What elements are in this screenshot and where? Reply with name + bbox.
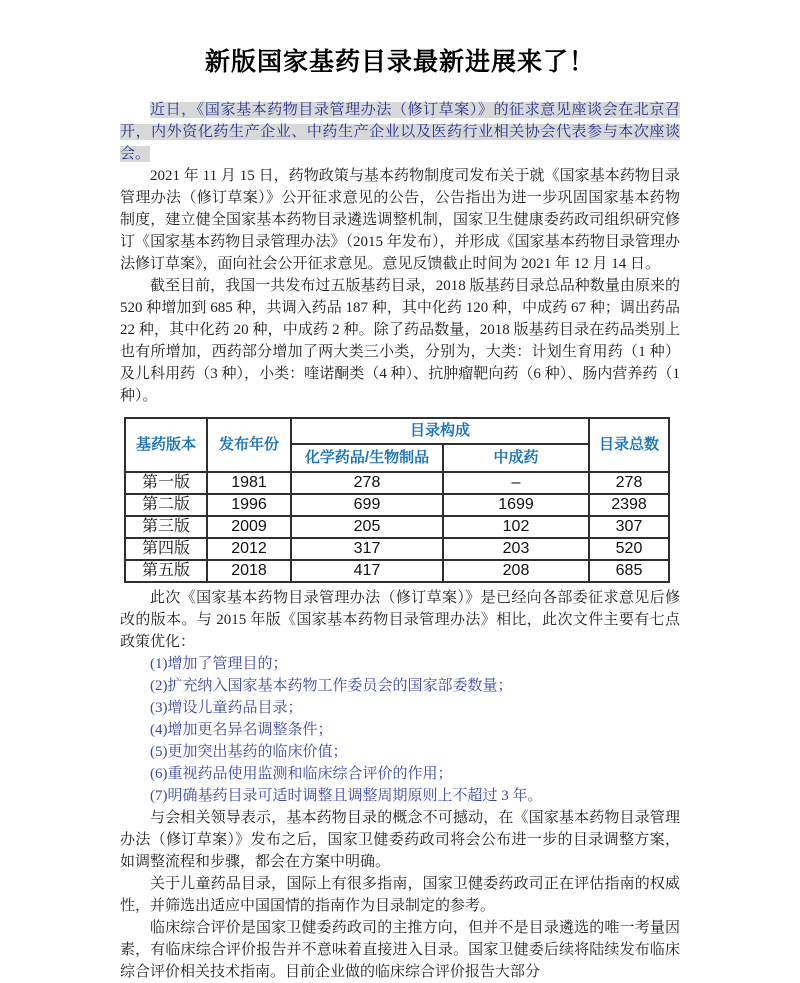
table-cell: 2012 [207,538,291,560]
policy-item-6: (6)重视药品使用监测和临床综合评价的作用； [150,766,453,782]
table-cell: 第二版 [125,494,207,516]
table-cell: 1699 [443,494,589,516]
table-header-composition: 目录构成 [291,418,589,444]
drug-catalog-table [124,417,670,583]
table-cell: 208 [443,560,589,582]
table-cell: 第一版 [125,472,207,494]
table-header-total: 目录总数 [589,418,669,472]
policy-item-4: (4)增加更名异名调整条件； [150,722,333,738]
table-header-chemical: 化学药品/生物制品 [291,444,443,472]
table-row [125,538,669,560]
policy-item-1: (1)增加了管理目的； [150,656,288,672]
lede-highlight-paragraph [120,99,680,165]
table-cell: 203 [443,538,589,560]
body-paragraph-revision-intro: 此次《国家基本药物目录管理办法（修订草案）》是已经向各部委征求意见后修改的版本。与 2015 年版《国家基本药物目录管理办法》相比，此次文件主要有七点政策优化： [120,590,680,650]
table-cell: 307 [589,516,669,538]
body-paragraph-children-catalog: 关于儿童药品目录，国际上有很多指南，国家卫健委药政司正在评估指南的权威性，并筛选出适应中国国情的指南作为目录制定的参考。 [120,876,680,914]
table-cell: 第四版 [125,538,207,560]
table-cell: 317 [291,538,443,560]
body-paragraph-leader-remarks: 与会相关领导表示，基本药物目录的概念不可撼动，在《国家基本药物目录管理办法（修订草案）》发布之后，国家卫健委药政司将会公布进一步的目录调整方案，如调整流程和步骤，都会在方案中明确。 [120,810,680,870]
table-cell: 第五版 [125,560,207,582]
table-cell: 102 [443,516,589,538]
table-header-row-top [125,418,669,444]
table-cell: 417 [291,560,443,582]
policy-item-7: (7)明确基药目录可适时调整且调整周期原则上不超过 3 年。 [150,788,543,804]
policy-item-2: (2)扩充纳入国家基本药物工作委员会的国家部委数量； [150,678,513,694]
table-cell: 2018 [207,560,291,582]
body-paragraph-catalog-history: 截至目前，我国一共发布过五版基药目录，2018 版基药目录总品种数量由原来的 520 种增加到 685 种，共调入药品 187 种，其中化药 120 种，中成药 67 种；调出药品 22 种，其中化药 20 种，中成药 2 种。除了药品数量，2018 版基药目录在药品类别上也有所增加，西药部分增加了两大类三小类，分别为，大类：计划生育用药（1 种）及儿科用药（3 种），小类：喹诺酮类（4 种）、抗肿瘤靶向药（6 种）、肠内营养药（1 种）。 [120,278,680,404]
table-row [125,516,669,538]
table-cell: 278 [291,472,443,494]
document-page [120,0,680,983]
table-cell: 699 [291,494,443,516]
table-cell: 520 [589,538,669,560]
lede-highlight-text: 近日，《国家基本药物目录管理办法（修订草案）》的征求意见座谈会在北京召开，内外资化药生产企业、中药生产企业以及医药行业相关协会代表参与本次座谈会。 [120,102,680,162]
policy-item-5: (5)更加突出基药的临床价值； [150,744,348,760]
table-cell: 1996 [207,494,291,516]
table-cell: 205 [291,516,443,538]
table-header-tcm: 中成药 [443,444,589,472]
table-cell: – [443,472,589,494]
body-paragraph-clinical-evaluation: 临床综合评价是国家卫健委药政司的主推方向，但并不是目录遴选的唯一考量因素，有临床综合评价报告并不意味着直接进入目录。国家卫健委后续将陆续发布临床综合评价相关技术指南。目前企业做的临床综合评价报告大部分 [120,920,680,980]
policy-item-3: (3)增设儿童药品目录； [150,700,303,716]
table-cell: 1981 [207,472,291,494]
table-header-version: 基药版本 [125,418,207,472]
table-header-year: 发布年份 [207,418,291,472]
table-cell: 2009 [207,516,291,538]
table-cell: 2398 [589,494,669,516]
table-row [125,560,669,582]
table-row [125,494,669,516]
table-cell: 278 [589,472,669,494]
table-cell: 第三版 [125,516,207,538]
table-row [125,472,669,494]
body-paragraph-announcement: 2021 年 11 月 15 日，药物政策与基本药物制度司发布关于就《国家基本药物目录管理办法（修订草案）》公开征求意见的公告，公告指出为进一步巩固国家基本药物制度，建立健全国家基本药物目录遴选调整机制，国家卫生健康委药政司组织研究修订《国家基本药物目录管理办法》（2015 年发布），并形成《国家基本药物目录管理办法修订草案》，面向社会公开征求意见。意见反馈截止时间为 2021 年 12 月 14 日。 [120,168,680,272]
page-title: 新版国家基药目录最新进展来了！ [204,49,595,76]
table-cell: 685 [589,560,669,582]
